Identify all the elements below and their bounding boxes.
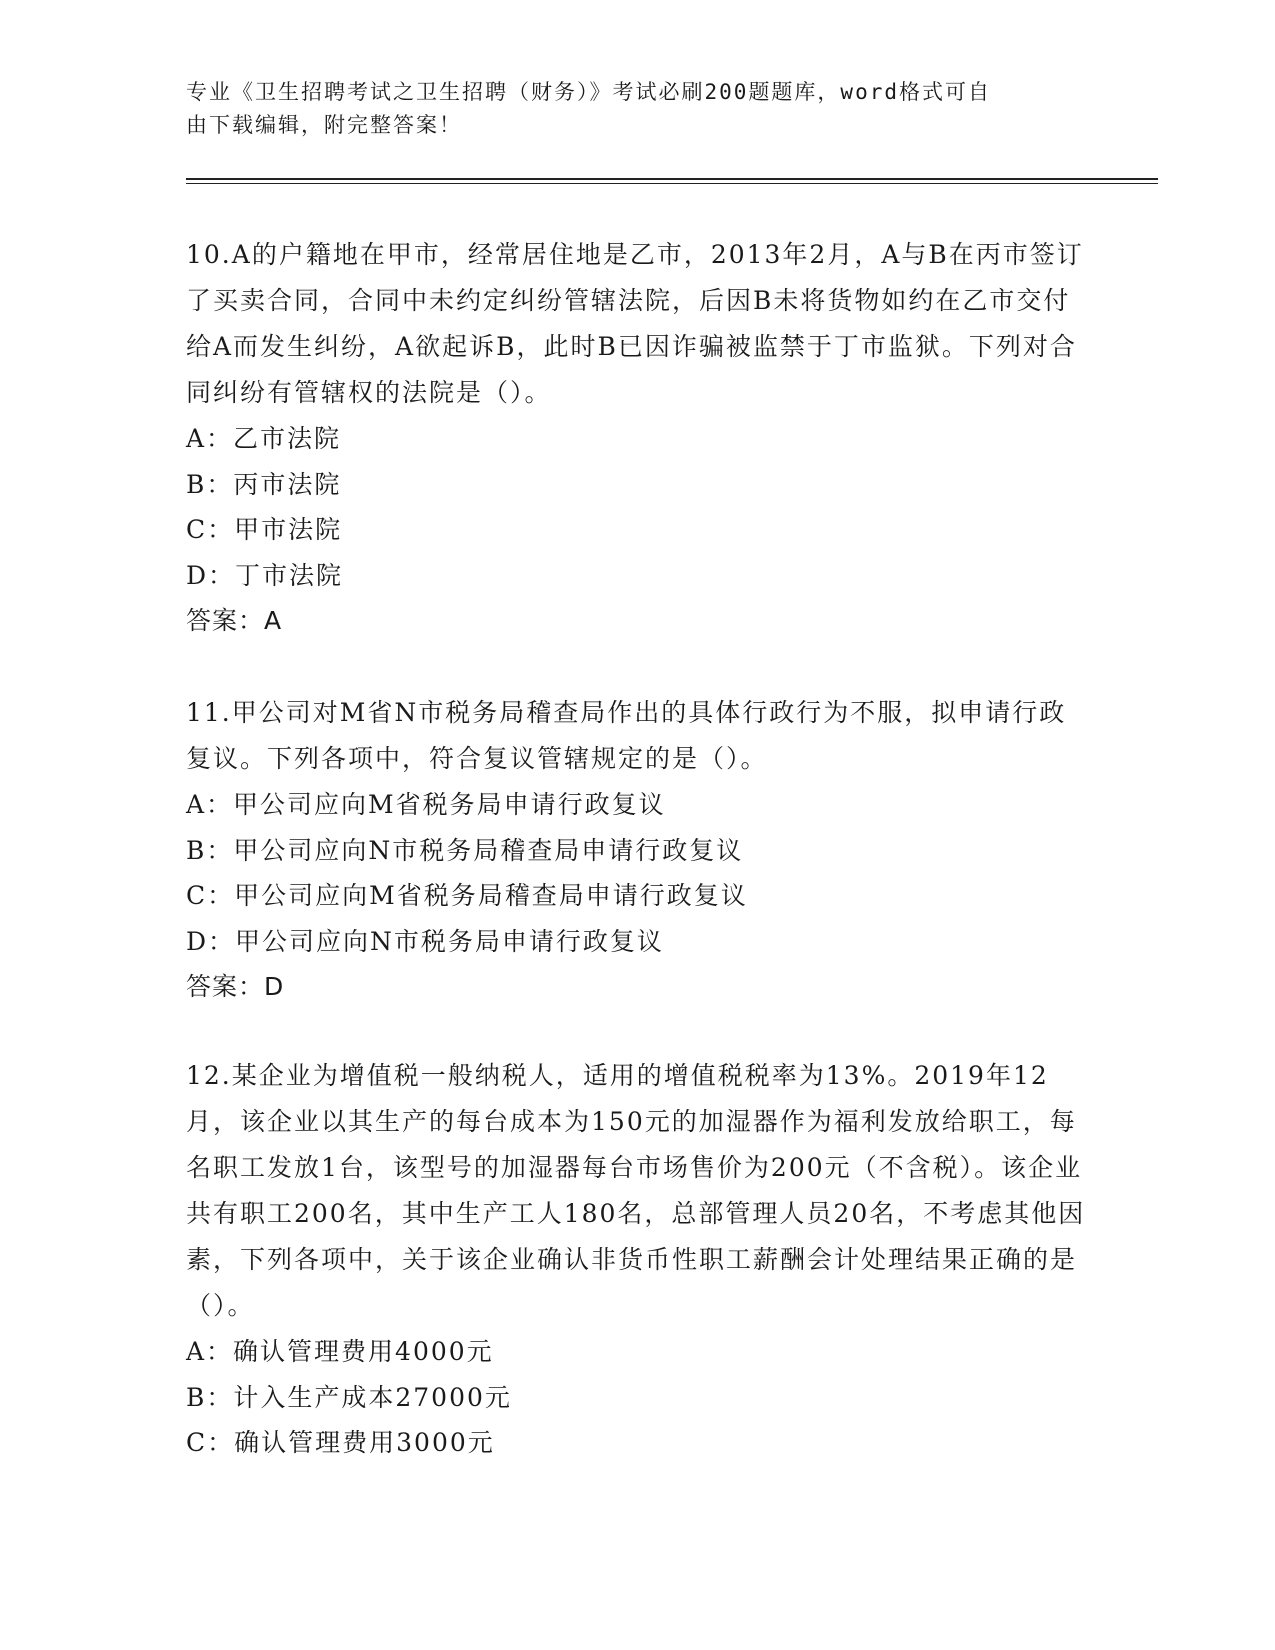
question-stem: 12.某企业为增值税一般纳税人，适用的增值税税率为13%。2019年12月，该企业以其生产的每台成本为150元的加湿器作为福利发放给职工，每名职工发放1台，该型号的加湿器每台市场售价为200元（不含税）。该企业共有职工200名，其中生产工人180名，总部管理人员20名，不考虑其他因素，下列各项中，关于该企业确认非货币性职工薪酬会计处理结果正确的是（）。 — [186, 1061, 1086, 1320]
document-header — [186, 76, 1066, 142]
option-d: D：丁市法院 — [186, 560, 344, 590]
answer-line: 答案：A — [186, 606, 283, 635]
option-c: C：确认管理费用3000元 — [186, 1428, 495, 1457]
header-divider-thin — [186, 183, 1158, 184]
header-divider-thick — [186, 178, 1158, 180]
question-stem: 10.A的户籍地在甲市，经常居住地是乙市，2013年2月，A与B在丙市签订了买卖合同，合同中未约定纠纷管辖法院，后因B未将货物如约在乙市交付给A而发生纠纷，A欲起诉B，此时B已因诈骗被监禁于丁市监狱。下列对合同纠纷有管辖权的法院是（）。 — [186, 240, 1084, 407]
question-10 — [186, 232, 1086, 644]
option-a: A：确认管理费用4000元 — [186, 1337, 494, 1366]
answer-line: 答案：D — [186, 972, 285, 1001]
question-12 — [186, 1053, 1086, 1466]
option-d: D：甲公司应向N市税务局申请行政复议 — [186, 926, 664, 956]
option-b: B：丙市法院 — [186, 469, 342, 499]
option-c: C：甲公司应向M省税务局稽查局申请行政复议 — [186, 881, 748, 910]
option-a: A：乙市法院 — [186, 424, 342, 453]
option-b: B：计入生产成本27000元 — [186, 1382, 512, 1412]
question-11 — [186, 690, 1086, 1010]
question-stem: 11.甲公司对M省N市税务局稽查局作出的具体行政行为不服，拟申请行政复议。下列各项中，符合复议管辖规定的是（）。 — [186, 698, 1067, 773]
option-a: A：甲公司应向M省税务局申请行政复议 — [186, 790, 666, 819]
header-line-2: 由下载编辑，附完整答案！ — [186, 113, 462, 137]
header-line-1: 专业《卫生招聘考试之卫生招聘（财务）》考试必刷200题题库，word格式可自 — [186, 80, 991, 104]
option-b: B：甲公司应向N市税务局稽查局申请行政复议 — [186, 835, 744, 865]
option-c: C：甲市法院 — [186, 515, 343, 544]
